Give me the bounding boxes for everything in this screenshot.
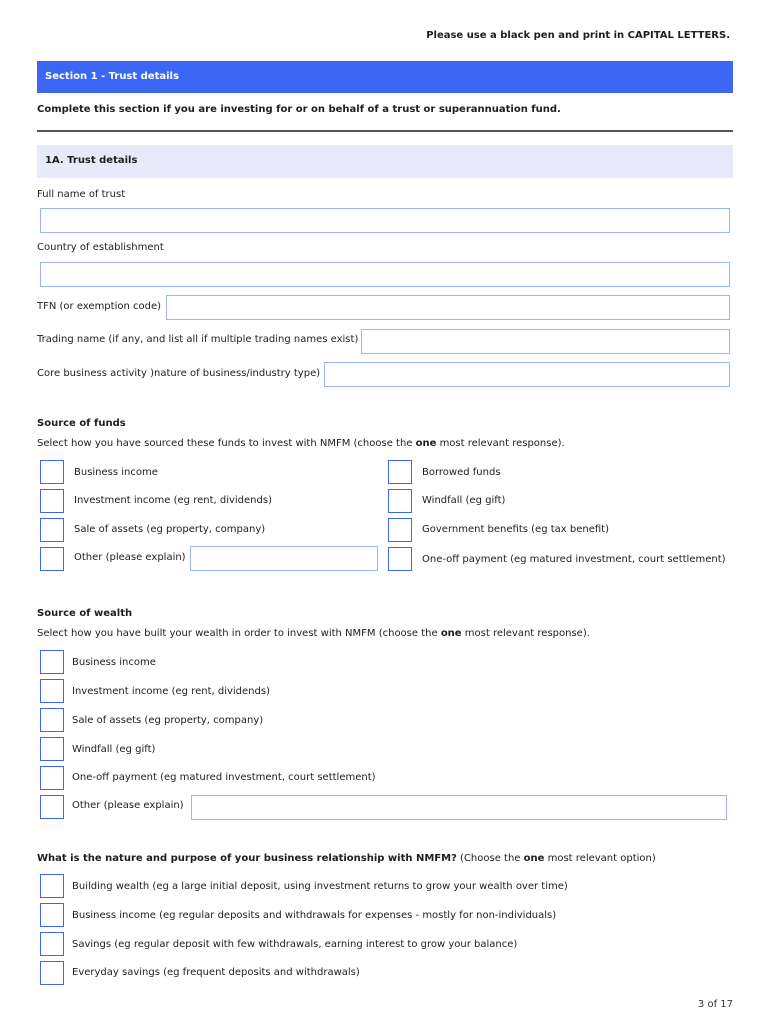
funds-option-label: One-off payment (eg matured investment, court settlement) (422, 554, 726, 565)
core-business-label: Core business activity )nature of business/industry type) (37, 368, 321, 379)
funds-borrowed-checkbox[interactable] (388, 460, 412, 484)
country-label: Country of establishment (37, 242, 164, 253)
relationship-prompt: What is the nature and purpose of your business relationship with NMFM? (Choose the one most relevant option) (37, 853, 656, 864)
funds-government-benefits-checkbox[interactable] (388, 518, 412, 542)
wealth-option-label: Other (please explain) (72, 800, 184, 811)
subsection-header: 1A. Trust details (37, 145, 733, 178)
tfn-label: TFN (or exemption code) (37, 301, 162, 312)
wealth-option-label: Investment income (eg rent, dividends) (72, 686, 270, 697)
wealth-option-label: One-off payment (eg matured investment, court settlement) (72, 772, 376, 783)
funds-option-label: Government benefits (eg tax benefit) (422, 524, 609, 535)
funds-other-checkbox[interactable] (40, 547, 64, 571)
trading-name-field[interactable] (361, 329, 730, 354)
wealth-sale-of-assets-checkbox[interactable] (40, 708, 64, 732)
section-intro: Complete this section if you are investing for or on behalf of a trust or superannuation fund. (37, 104, 561, 115)
wealth-other-explain-field[interactable] (191, 795, 727, 820)
funds-option-label: Investment income (eg rent, dividends) (74, 495, 272, 506)
relationship-building-wealth-checkbox[interactable] (40, 874, 64, 898)
source-of-funds-prompt: Select how you have sourced these funds to invest with NMFM (choose the one most relevant response). (37, 438, 565, 449)
funds-windfall-checkbox[interactable] (388, 489, 412, 513)
wealth-option-label: Business income (72, 657, 156, 668)
instruction-text: Please use a black pen and print in CAPITAL LETTERS. (426, 30, 730, 41)
funds-other-explain-field[interactable] (190, 546, 378, 571)
funds-option-label: Borrowed funds (422, 467, 501, 478)
section-divider (37, 130, 733, 132)
relationship-option-label: Building wealth (eg a large initial deposit, using investment returns to grow your wealth over time) (72, 881, 568, 892)
funds-option-label: Business income (74, 467, 158, 478)
relationship-business-income-checkbox[interactable] (40, 903, 64, 927)
source-of-funds-heading: Source of funds (37, 418, 126, 429)
core-business-field[interactable] (324, 362, 730, 387)
wealth-one-off-payment-checkbox[interactable] (40, 766, 64, 790)
country-field[interactable] (40, 262, 730, 287)
tfn-field[interactable] (166, 295, 730, 320)
wealth-business-income-checkbox[interactable] (40, 650, 64, 674)
full-name-label: Full name of trust (37, 189, 126, 200)
funds-investment-income-checkbox[interactable] (40, 489, 64, 513)
wealth-option-label: Sale of assets (eg property, company) (72, 715, 264, 726)
relationship-option-label: Savings (eg regular deposit with few withdrawals, earning interest to grow your balance) (72, 939, 518, 950)
relationship-option-label: Everyday savings (eg frequent deposits and withdrawals) (72, 967, 360, 978)
source-of-wealth-heading: Source of wealth (37, 608, 133, 619)
funds-option-label: Other (please explain) (74, 552, 186, 563)
relationship-everyday-savings-checkbox[interactable] (40, 961, 64, 985)
relationship-heading: What is the nature and purpose of your business relationship with NMFM? (37, 853, 457, 864)
funds-option-label: Windfall (eg gift) (422, 495, 506, 506)
relationship-savings-checkbox[interactable] (40, 932, 64, 956)
wealth-investment-income-checkbox[interactable] (40, 679, 64, 703)
wealth-option-label: Windfall (eg gift) (72, 744, 156, 755)
funds-business-income-checkbox[interactable] (40, 460, 64, 484)
funds-one-off-payment-checkbox[interactable] (388, 547, 412, 571)
funds-sale-of-assets-checkbox[interactable] (40, 518, 64, 542)
wealth-other-checkbox[interactable] (40, 795, 64, 819)
funds-option-label: Sale of assets (eg property, company) (74, 524, 266, 535)
trading-name-label: Trading name (if any, and list all if multiple trading names exist) (37, 334, 359, 345)
page-number: 3 of 17 (697, 999, 733, 1010)
source-of-wealth-prompt: Select how you have built your wealth in order to invest with NMFM (choose the one most relevant response). (37, 628, 590, 639)
wealth-windfall-checkbox[interactable] (40, 737, 64, 761)
section-header: Section 1 - Trust details (37, 61, 733, 93)
relationship-option-label: Business income (eg regular deposits and withdrawals for expenses - mostly for non-individuals) (72, 910, 557, 921)
full-name-field[interactable] (40, 208, 730, 233)
